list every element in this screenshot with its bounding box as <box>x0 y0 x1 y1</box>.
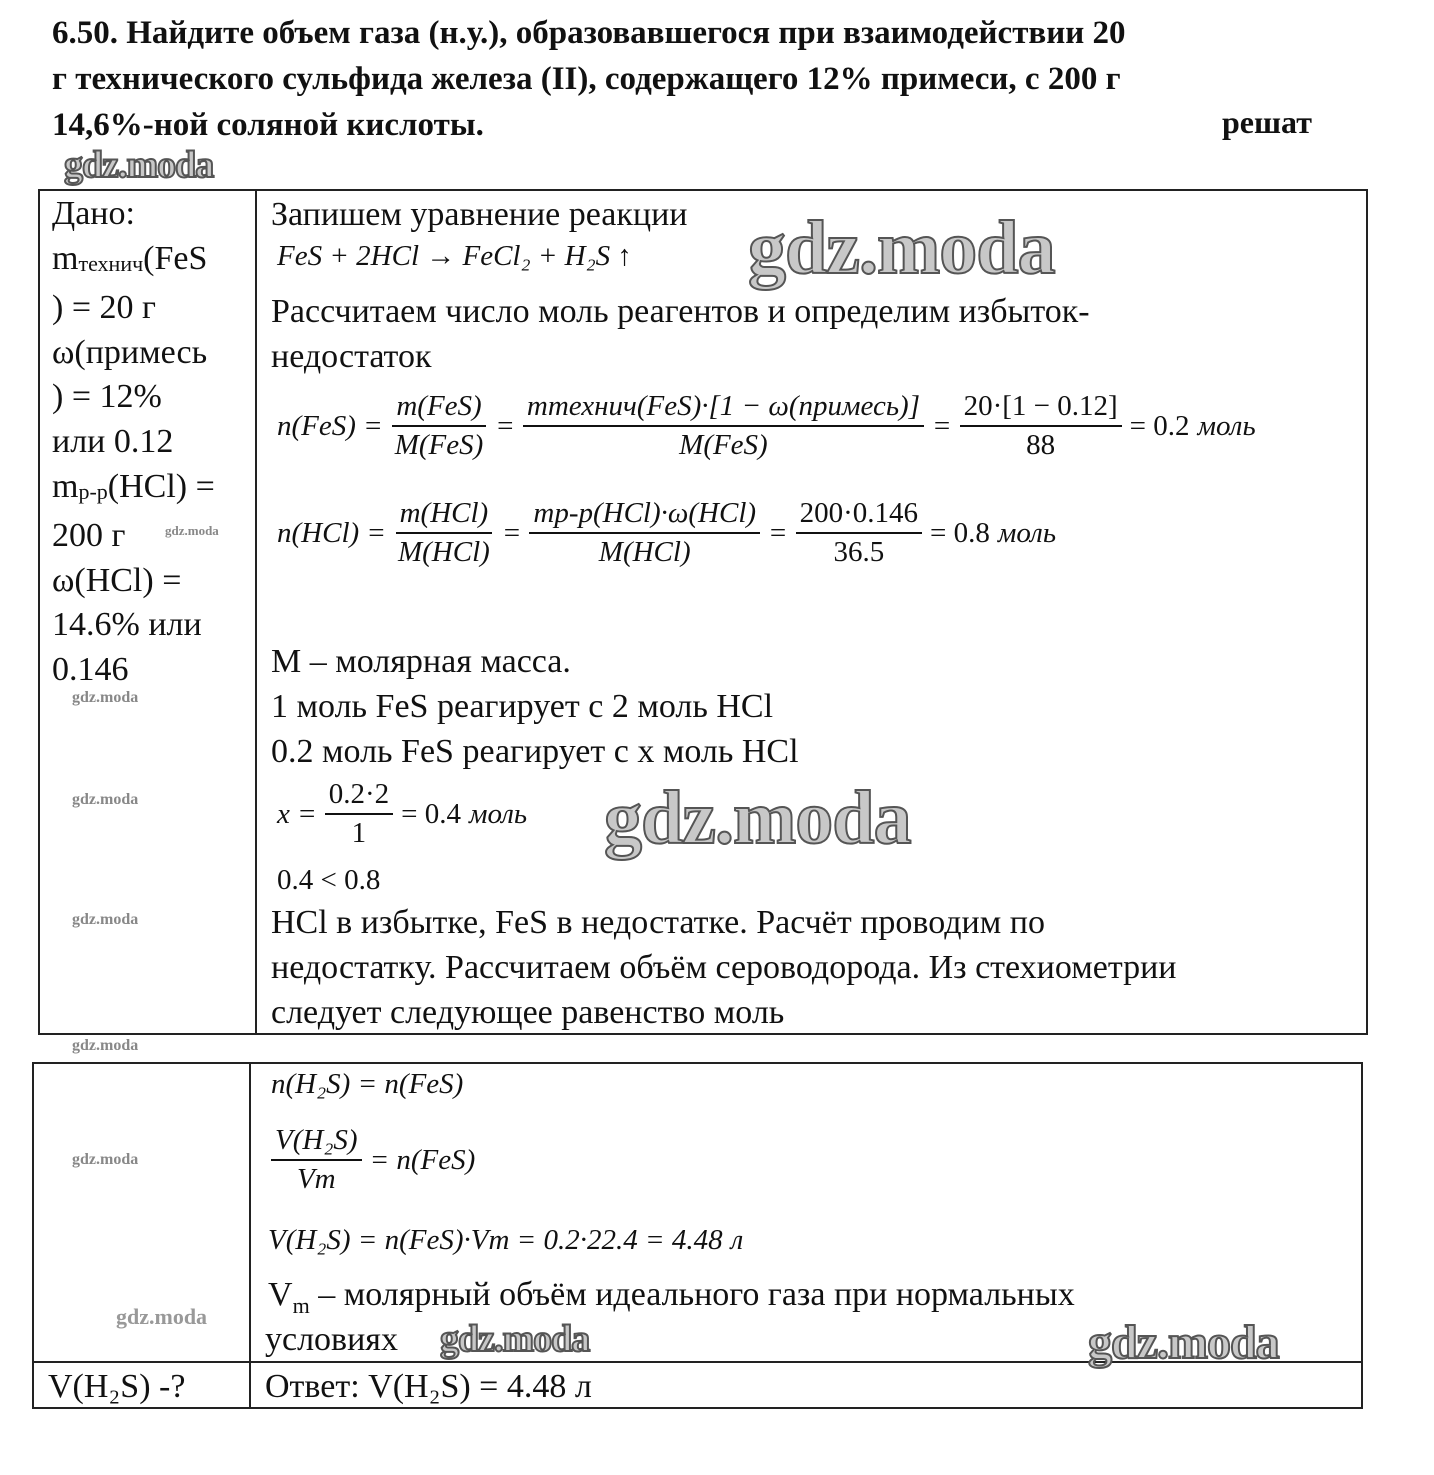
n-fes-formula: n(FeS) = $\frac{\text{m(FeS)}}{\text{M(FeS)}}$ = $\frac{\text{mтехнич(FeS)·[1 − ω(примесь)]}}{\text{M(FeS)}}$ = $\frac{20\cdot[1 - 0.12]}{88}$ = 0.2 моль <box>277 390 1256 461</box>
watermark: gdz.moda <box>64 144 214 186</box>
given-w-impurity-value: ) = 12% <box>52 378 162 416</box>
answer: Ответ: V(H₂S) = 4.48 л <box>265 1368 592 1405</box>
equality-n: n(H₂S) = n(FeS) <box>271 1068 464 1100</box>
title-overlay: решат <box>1222 104 1312 140</box>
comparison: 0.4 < 0.8 <box>277 864 381 896</box>
given-w-impurity-fraction: или 0.12 <box>52 422 174 460</box>
solution-text: 1 моль FeS реагирует с 2 моль HCl <box>271 688 774 725</box>
column-divider <box>249 1062 251 1409</box>
watermark: gdz.moda <box>72 791 139 808</box>
watermark: gdz.moda <box>165 523 219 538</box>
title-line: г технического сульфида железа (II), содержащего 12% примеси, с 200 г <box>52 61 1121 97</box>
solution-text: недостаток <box>271 338 432 375</box>
given-column <box>52 192 215 693</box>
x-formula: x = $\frac{0.2\cdot 2}{1}$ = 0.4 моль <box>277 778 528 849</box>
watermark: gdz.moda <box>116 1304 208 1329</box>
solution-text: следует следующее равенство моль <box>271 994 785 1031</box>
title-line: 6.50. Найдите объем газа (н.у.), образовавшегося при взаимодействии 20 <box>52 15 1126 51</box>
solution-text: 0.2 моль FeS реагирует с х моль HCl <box>271 733 799 770</box>
given-m-hcl-value: 200 г <box>52 517 126 555</box>
solution-text: условиях <box>265 1321 398 1358</box>
volume-formula: V(H₂S) = n(FeS)·Vm = 0.2·22.4 = 4.48 л <box>268 1224 744 1256</box>
find-value: V(H₂S) -? <box>48 1368 186 1405</box>
watermark: gdz.moda <box>1088 1316 1279 1369</box>
watermark: gdz.moda <box>72 911 139 928</box>
problem-statement <box>52 10 1126 148</box>
given-w-impurity: ω(примесь <box>52 333 208 371</box>
given-w-hcl-value: 14.6% или <box>52 606 202 644</box>
solution-text: HCl в избытке, FeS в недостатке. Расчёт проводим по <box>271 904 1045 941</box>
solution-text: M – молярная масса. <box>271 643 571 680</box>
watermark: gdz.moda <box>72 1037 139 1054</box>
given-heading: Дано: <box>52 195 135 232</box>
solution-text: Запишем уравнение реакции <box>271 196 688 233</box>
given-m-fes-value: ) = 20 г <box>52 289 156 327</box>
watermark: gdz.moda <box>440 1318 590 1360</box>
watermark: gdz.moda <box>604 776 911 860</box>
column-divider <box>255 189 257 1035</box>
solution-text: $V_m$ – молярный объём идеального газа при нормальных <box>268 1276 1075 1318</box>
watermark: gdz.moda <box>748 206 1055 290</box>
watermark: gdz.moda <box>72 689 139 706</box>
given-m-fes: $m_{технич}(FeS$ <box>52 239 208 277</box>
given-w-hcl: ω(HCl) = <box>52 561 182 599</box>
n-hcl-formula: n(HCl) = $\frac{\text{m(HCl)}}{\text{M(HCl)}}$ = $\frac{\text{mр-р(HCl)·ω(HCl)}}{\text{M(HCl)}}$ = $\frac{200\cdot 0.146}{36.5}$ = 0.8 моль <box>277 497 1057 568</box>
title-line: 14,6%-ной соляной кислоты. <box>52 107 484 143</box>
reaction-equation: FeS + 2HCl → FeCl₂ + H₂S ↑ <box>277 240 632 272</box>
given-w-hcl-fraction: 0.146 <box>52 650 129 688</box>
solution-text: недостатку. Рассчитаем объём сероводорода. Из стехиометрии <box>271 949 1177 986</box>
solution-text: Рассчитаем число моль реагентов и определим избыток- <box>271 293 1090 330</box>
watermark: gdz.moda <box>72 1151 139 1168</box>
given-m-hcl: $m_{р-р}(HCl)$ = <box>52 467 215 505</box>
equality-v: $\frac{\text{V(H₂S)}}{Vm}$ = n(FeS) <box>271 1124 475 1196</box>
